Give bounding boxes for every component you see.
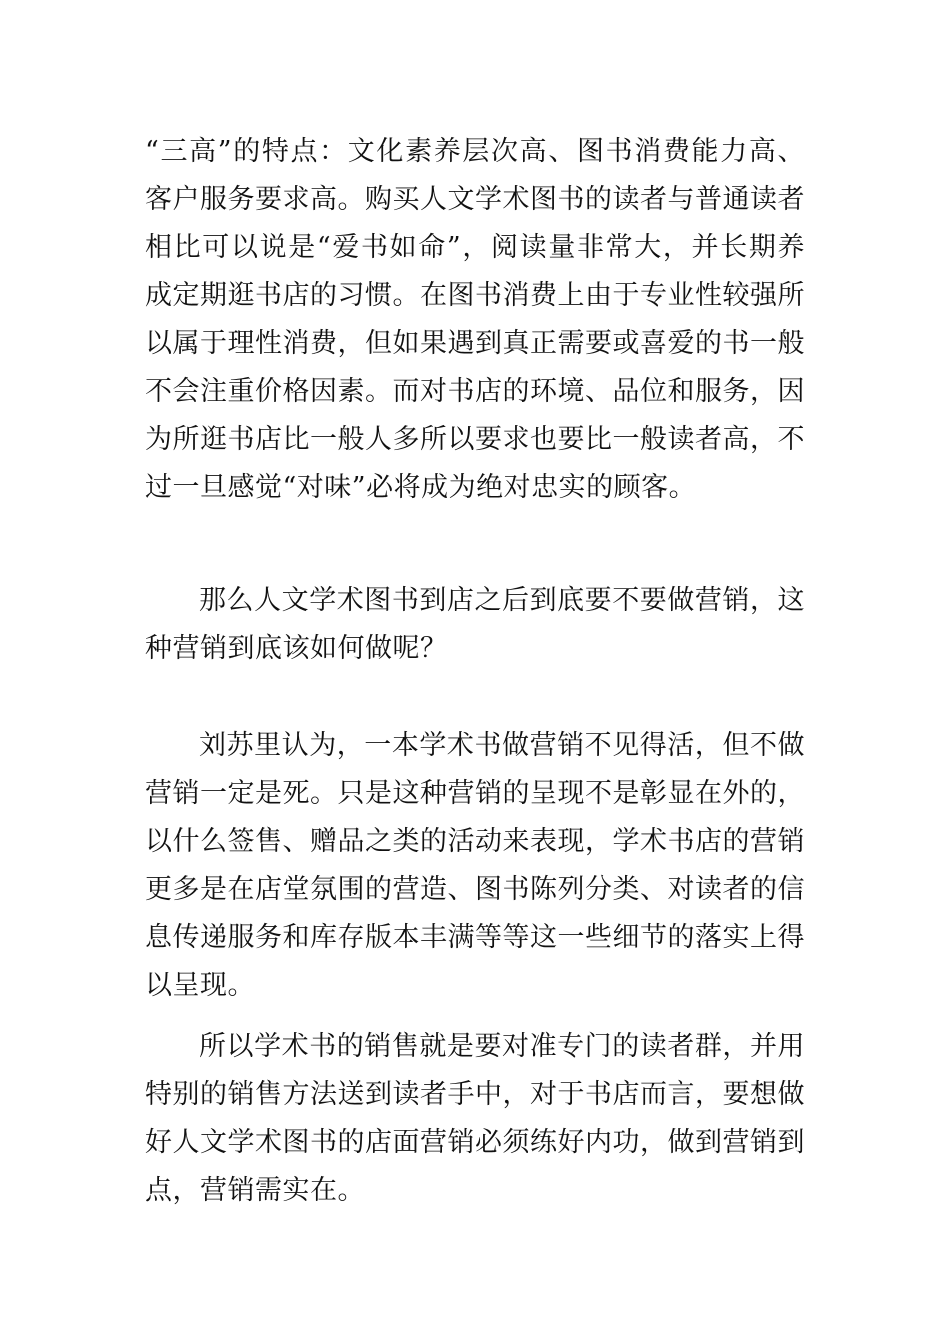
- body-paragraph-2: 那么人文学术图书到店之后到底要不要做营销，这种营销到底该如何做呢？: [145, 585, 805, 664]
- body-paragraph-4: 所以学术书的销售就是要对准专门的读者群，并用特别的销售方法送到读者手中，对于书店而言，要想做好人文学术图书的店面营销必须练好内功，做到营销到点，营销需实在。: [145, 1031, 805, 1206]
- body-paragraph-1: “三高”的特点：文化素养层次高、图书消费能力高、客户服务要求高。购买人文学术图书的读者与普通读者相比可以说是“爱书如命”，阅读量非常大，并长期养成定期逛书店的习惯。在图书消费上由于专业性较强所以属于理性消费，但如果遇到真正需要或喜爱的书一般不会注重价格因素。而对书店的环境、品位和服务，因为所逛书店比一般人多所以要求也要比一般读者高，不过一旦感觉“对味”必将成为绝对忠实的顾客。: [145, 136, 805, 503]
- body-paragraph-3: 刘苏里认为，一本学术书做营销不见得活，但不做营销一定是死。只是这种营销的呈现不是彰显在外的，以什么签售、赠品之类的活动来表现，学术书店的营销更多是在店堂氛围的营造、图书陈列分类、对读者的信息传递服务和库存版本丰满等等这一些细节的落实上得以呈现。: [145, 730, 805, 1001]
